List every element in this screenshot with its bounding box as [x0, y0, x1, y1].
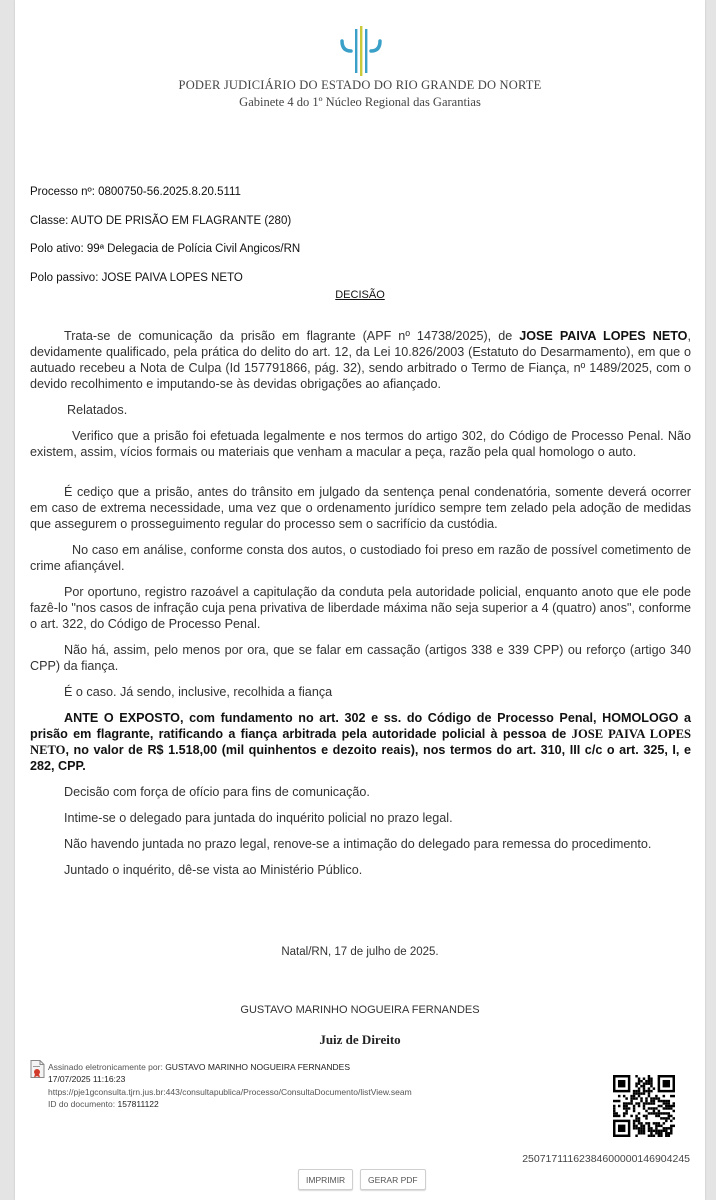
signature-url[interactable]: https://pje1gconsulta.tjrn.jus.br:443/consultapublica/Processo/ConsultaDocumento/listView.seam	[48, 1086, 412, 1097]
paragraph-8: É o caso. Já sendo, inclusive, recolhida a fiança	[64, 685, 333, 699]
paragraph-9: ANTE O EXPOSTO, com fundamento no art. 302 e ss. do Código de Processo Penal, HOMOLOGO a prisão em flagrante, ratificando a fiança arbitrada pela autoridade policial à pessoa de JOSE PAIVA LOPES NETO, no valor de R$ 1.518,00 (mil quinhentos e dezoito reais), nos termos do art. 310, III c/c o art. 325, I, e 282, CPP.	[30, 711, 692, 773]
print-button[interactable]: IMPRIMIR	[298, 1169, 353, 1190]
document-code: 25071711162384600000146904245	[522, 1153, 690, 1165]
paragraph-4: É cediço que a prisão, antes do trânsito em julgado da sentença penal condenatória, somente deverá ocorrer em caso de extrema necessidade, uma vez que o ordenamento jurídico sempre tem zelado pela adoção de medidas que assegurem o prosseguimento regular do processo sem o sacrifício da custódia.	[30, 485, 691, 531]
judiciary-logo-icon	[338, 26, 384, 76]
paragraph-10: Decisão com força de ofício para fins de comunicação.	[64, 785, 370, 799]
defendant-name: JOSE PAIVA LOPES NETO	[519, 329, 688, 343]
paragraph-7: Não há, assim, pelo menos por ora, que se falar em cassação (artigos 338 e 339 CPP) ou reforço (artigo 340 CPP) da fiança.	[30, 643, 691, 673]
generate-pdf-button[interactable]: GERAR PDF	[360, 1169, 426, 1190]
paragraph-11: Intime-se o delegado para juntada do inquérito policial no prazo legal.	[64, 811, 453, 825]
processo-line	[30, 186, 241, 198]
document-page	[15, 0, 705, 1200]
signature-datetime: 17/07/2025 11:16:23	[48, 1074, 126, 1085]
signature-doc-id: ID do documento: 157811122	[48, 1098, 159, 1109]
defendant-name-2: JOSE PAIVA LOPES NETO	[30, 727, 692, 757]
paragraph-12: Não havendo juntada no prazo legal, renove-se a intimação do delegado para remessa do procedimento.	[64, 837, 652, 851]
polo-ativo-line	[30, 243, 300, 255]
classe-value: AUTO DE PRISÃO EM FLAGRANTE (280)	[70, 215, 292, 227]
decision-body	[30, 328, 691, 888]
judge-name: GUSTAVO MARINHO NOGUEIRA FERNANDES	[240, 1004, 480, 1016]
polo-ativo-value: 99ª Delegacia de Polícia Civil Angicos/RN	[86, 243, 301, 255]
paragraph-2: Relatados.	[67, 403, 128, 417]
classe-line	[30, 215, 291, 227]
processo-number: 0800750-56.2025.8.20.5111	[98, 186, 241, 198]
signature-signed-by: Assinado eletronicamente por: GUSTAVO MARINHO NOGUEIRA FERNANDES	[48, 1062, 351, 1072]
polo-passivo-value: JOSE PAIVA LOPES NETO	[101, 272, 243, 284]
paragraph-1: Trata-se de comunicação da prisão em flagrante (APF nº 14738/2025), de JOSE PAIVA LOPES NETO, devidamente qualificado, pela prática do delito do art. 12, da Lei 10.826/2003 (Estatuto do Desarmamento), em que o autuado recebeu a Nota de Culpa (Id 157791866, pág. 32), sendo arbitrado o Termo de Fiança, nº 1489/2025, com o devido recolhimento e imputando-se às devidas obrigações ao afiançado.	[30, 329, 691, 391]
court-name: PODER JUDICIÁRIO DO ESTADO DO RIO GRANDE DO NORTE	[178, 78, 542, 92]
processo-label: Processo nº:	[30, 186, 99, 198]
paragraph-3: Verifico que a prisão foi efetuada legalmente e nos termos do artigo 302, do Código de Processo Penal. Não existem, assim, vícios formais ou materiais que venham a macular a peça, razão pela qual homologo o auto.	[30, 429, 691, 459]
polo-ativo-label: Polo ativo:	[30, 243, 87, 255]
decision-title: DECISÃO	[335, 289, 385, 301]
polo-passivo-line	[30, 272, 243, 284]
paragraph-13: Juntado o inquérito, dê-se vista ao Ministério Público.	[64, 863, 363, 877]
polo-passivo-label: Polo passivo:	[30, 272, 102, 284]
digital-signature-icon	[30, 1060, 45, 1078]
qr-code-icon	[613, 1075, 675, 1137]
classe-label: Classe:	[30, 215, 71, 227]
paragraph-6: Por oportuno, registro razoável a capitulação da conduta pela autoridade policial, enquanto anoto que ele pode fazê-lo "nos casos de infração cuja pena privativa de liberdade máxima não seja superior a 4 (quatro) anos", conforme o art. 322, do Código de Processo Penal.	[30, 585, 691, 631]
decision-date: Natal/RN, 17 de julho de 2025.	[281, 946, 439, 958]
judge-role: Juiz de Direito	[319, 1032, 401, 1047]
court-office: Gabinete 4 do 1º Núcleo Regional das Garantias	[239, 95, 481, 109]
signature-info	[48, 1061, 412, 1110]
paragraph-5: No caso em análise, conforme consta dos autos, o custodiado foi preso em razão de possível cometimento de crime afiançável.	[30, 543, 691, 573]
